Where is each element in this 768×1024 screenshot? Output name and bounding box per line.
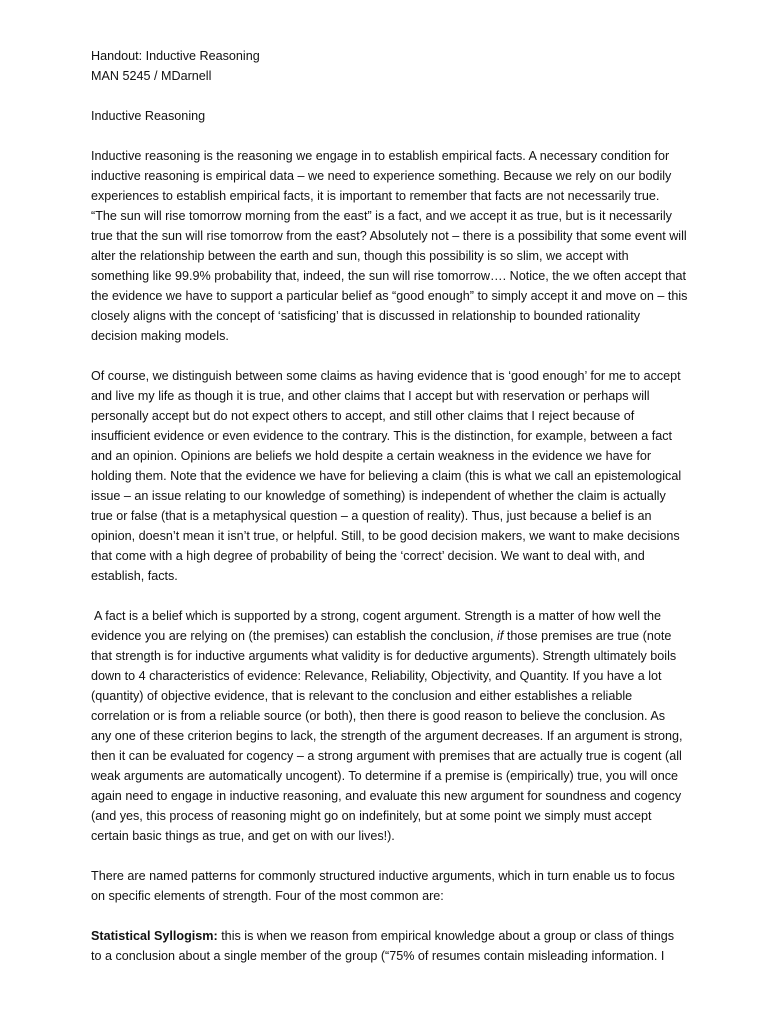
- paragraph-fact-vs-opinion: Of course, we distinguish between some claims as having evidence that is ‘good enough’ for me to accept and live my life as though it is true, and other claims that I accept but with reservation or perhaps will personally accept but do not expect others to accept, and still other claims that I reject because of insufficient evidence or even evidence to the contrary. This is the distinction, for example, between a fact and an opinion. Opinions are beliefs we hold despite a certain weakness in the evidence we have for holding them. Note that the evidence we have for believing a claim (this is what we call an epistemological issue – an issue relating to our knowledge of something) is independent of whether the claim is actually true or false (that is a metaphysical question – a question of reality). Thus, just because a belief is an opinion, doesn’t mean it isn’t true, or helpful. Still, to be good decision makers, we want to make decisions that come with a high degree of probability of being the ‘correct’ decision. We want to deal with, and establish, facts.: [91, 369, 682, 583]
- paragraph-named-patterns: There are named patterns for commonly structured inductive arguments, which in turn enable us to focus on specific elements of strength. Four of the most common are:: [91, 869, 675, 903]
- section-heading: Inductive Reasoning: [91, 109, 206, 123]
- paragraph-text-part: A fact is a belief which is supported by a strong, cogent argument. Strength is a matter of how well the evidence you are relying on (the premises) can establish the conclusion,: [91, 609, 662, 643]
- italic-if: if: [497, 629, 504, 643]
- paragraph-strength-cogency: [91, 606, 688, 846]
- handout-title: Handout: Inductive Reasoning: [91, 49, 260, 63]
- paragraph-text-part: those premises are true (note that strength is for inductive arguments what validity is for deductive arguments). Strength ultimately boils down to 4 characteristics of evidence: Relevance, Reliability, Objectivity, and Quantity. If you have a lot (quantity) of objective evidence, that is relevant to the conclusion and either establishes a reliable correlation or is from a reliable source (or both), then there is good reason to believe the conclusion. As any one of these criterion begins to lack, the strength of the argument decreases. If an argument is strong, then it can be evaluated for cogency – a strong argument with premises that are actually true is cogent (all weak arguments are automatically uncogent). To determine if a premise is (empirically) true, you will once again need to engage in inductive reasoning, and evaluate this new argument for soundness and cogency (and yes, this process of reasoning might go on indefinitely, but at some point we simply must accept certain basic things as true, and get on with our lives!).: [91, 629, 683, 843]
- term-statistical-syllogism: Statistical Syllogism:: [91, 929, 218, 943]
- course-code: MAN 5245 / MDarnell: [91, 69, 212, 83]
- paragraph-statistical-syllogism: [91, 926, 688, 966]
- definition-text: this is when we reason from empirical knowledge about a group or class of things to a conclusion about a single member of the group (“75% of resumes contain misleading information. I: [91, 929, 675, 963]
- paragraph-inductive-reasoning: Inductive reasoning is the reasoning we engage in to establish empirical facts. A necessary condition for inductive reasoning is empirical data – we need to experience something. Because we rely on our bodily experiences to establish empirical facts, it is important to remember that facts are not necessarily true. “The sun will rise tomorrow morning from the east” is a fact, and we accept it as true, but is it necessarily true that the sun will rise tomorrow from the east? Absolutely not – there is a possibility that some event will alter the relationship between the earth and sun, though this possibility is so slim, we accept with something like 99.9% probability that, indeed, the sun will rise tomorrow…. Notice, the we often accept that the evidence we have to support a particular belief as “good enough” to simply accept it and move on – this closely aligns with the concept of ‘satisficing’ that is discussed in relationship to bounded rationality decision making models.: [91, 149, 688, 343]
